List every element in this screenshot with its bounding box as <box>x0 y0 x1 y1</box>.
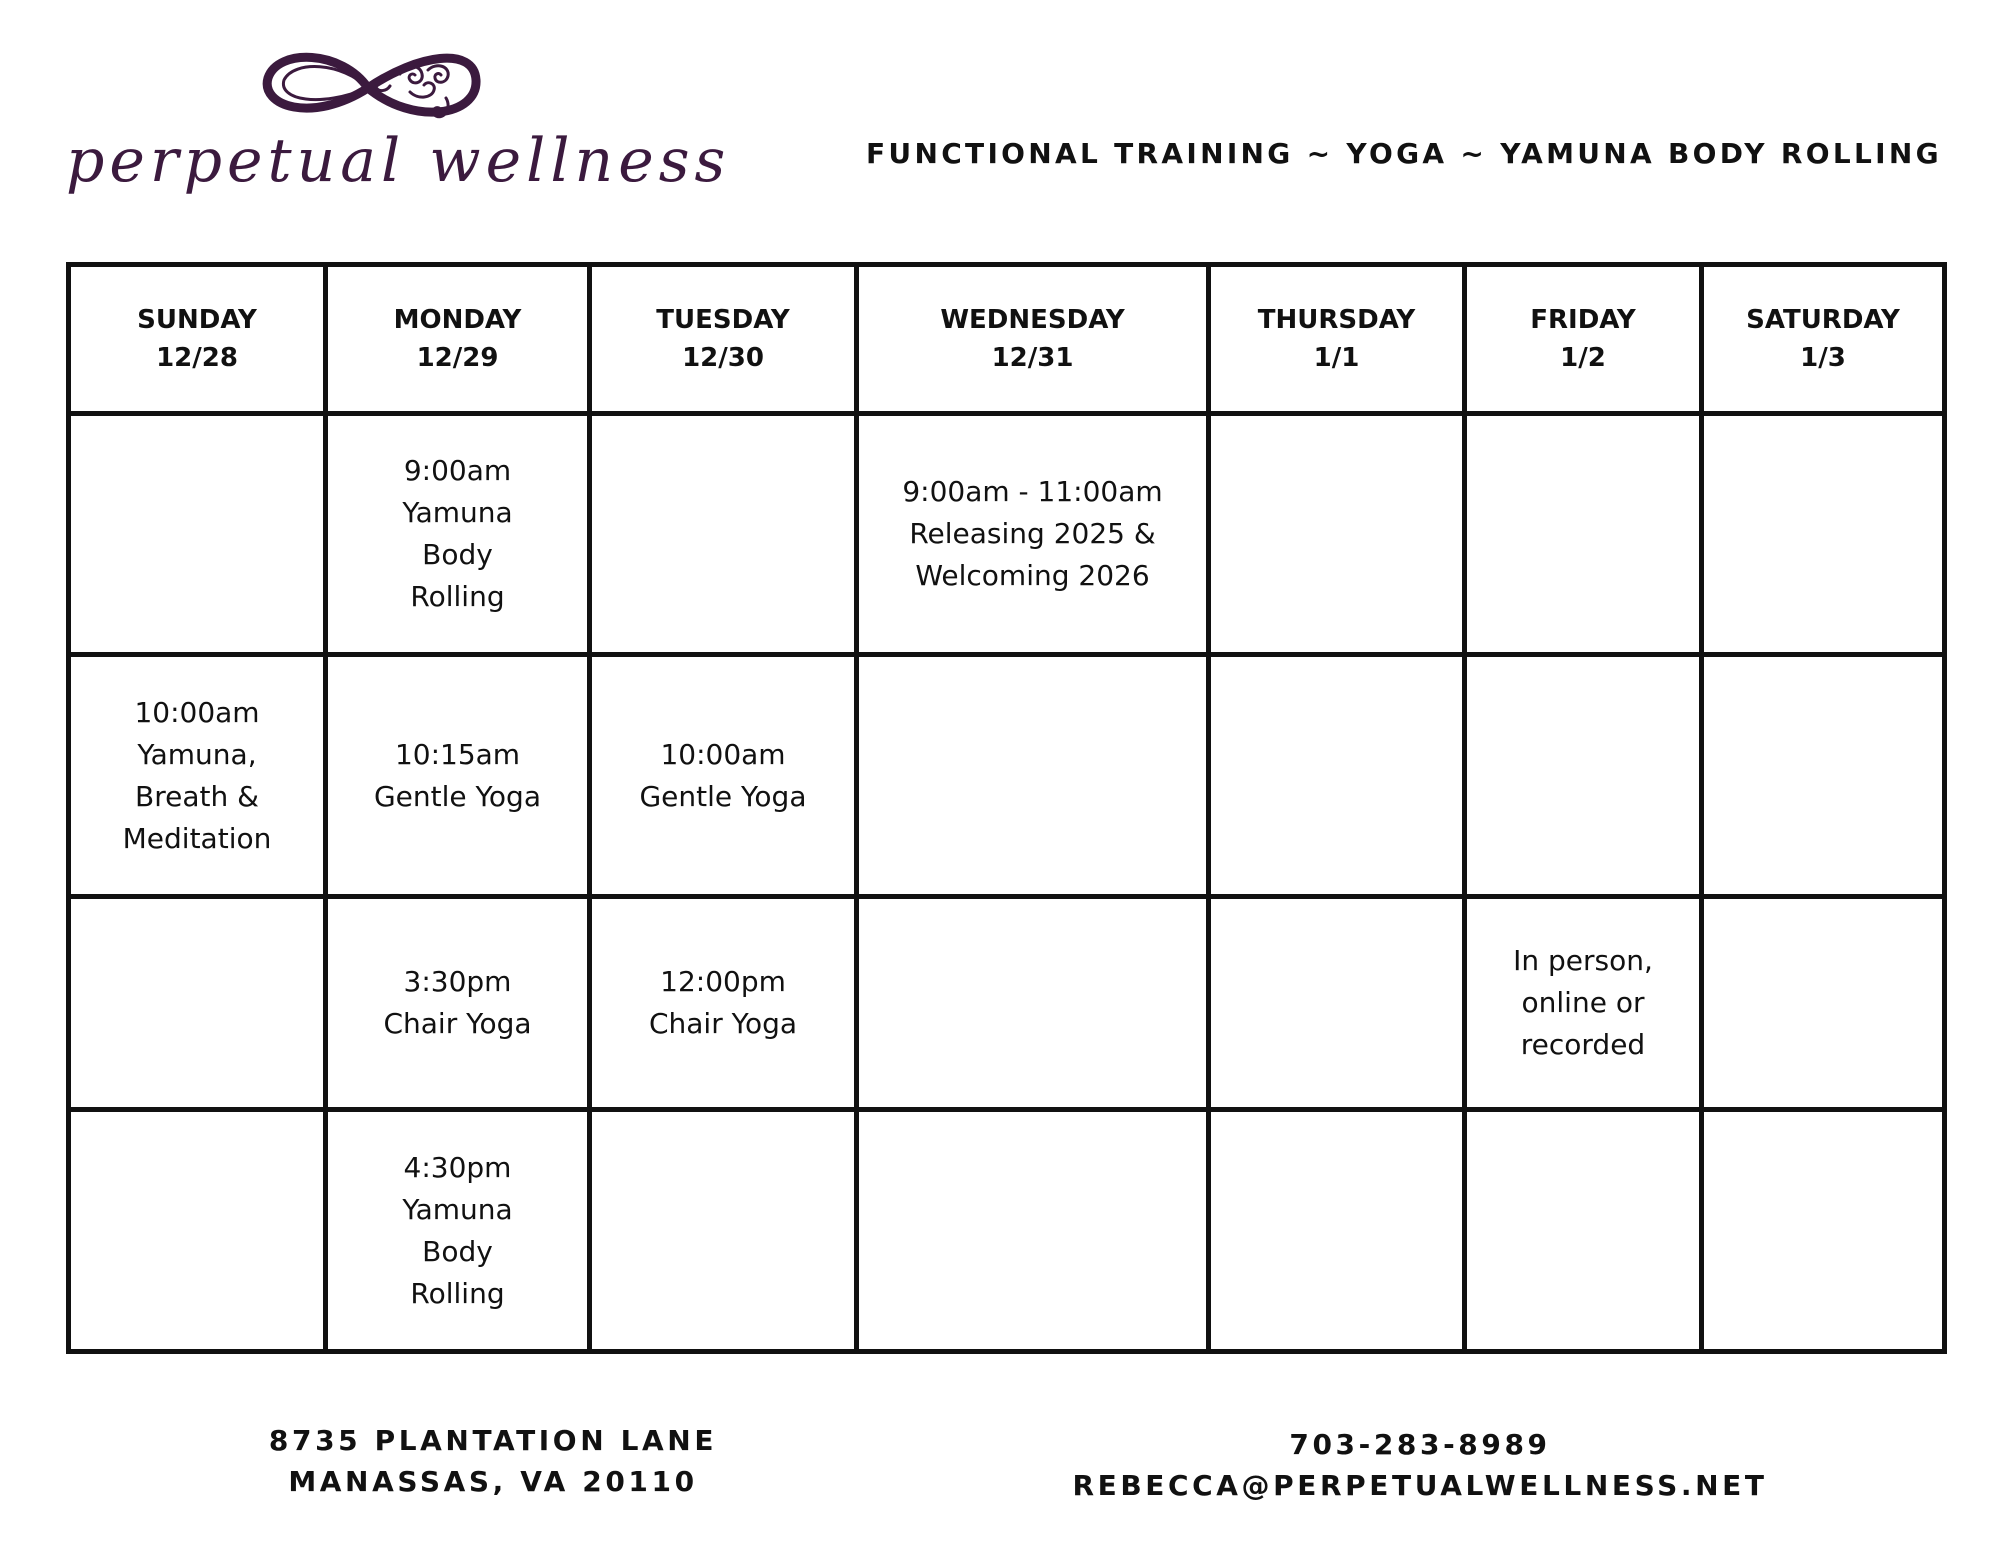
day-date: 1/1 <box>1313 343 1360 373</box>
schedule-cell <box>1209 655 1465 897</box>
schedule-row <box>69 897 1945 1110</box>
schedule-cell <box>326 1110 590 1352</box>
schedule-cell <box>326 897 590 1110</box>
schedule-row <box>69 414 1945 655</box>
day-name: SATURDAY <box>1746 305 1900 335</box>
schedule-cell <box>1702 897 1945 1110</box>
schedule-header-row <box>69 265 1945 414</box>
day-date: 1/3 <box>1800 343 1846 373</box>
phone-number: 703-283-8989 <box>1289 1428 1551 1461</box>
schedule-row <box>69 655 1945 897</box>
schedule-cell <box>1209 1110 1465 1352</box>
day-date: 12/29 <box>416 343 499 373</box>
schedule-cell <box>1465 655 1702 897</box>
day-date: 12/30 <box>682 343 764 373</box>
cell-text: 10:00am Yamuna, Breath & Meditation <box>122 695 272 855</box>
cell-text: 10:00am Gentle Yoga <box>639 737 807 813</box>
day-date: 12/31 <box>991 343 1074 373</box>
day-name: SUNDAY <box>137 305 257 335</box>
schedule-cell <box>69 897 326 1110</box>
footer-address <box>193 1420 793 1502</box>
cell-text: In person, online or recorded <box>1513 944 1653 1061</box>
address-line-1: 8735 PLANTATION LANE <box>268 1424 718 1457</box>
day-header-wednesday <box>857 265 1209 414</box>
schedule-cell <box>590 1110 857 1352</box>
cell-text: 10:15am Gentle Yoga <box>373 737 541 813</box>
cell-text: 9:00am Yamuna Body Rolling <box>402 454 513 613</box>
day-name: TUESDAY <box>656 305 790 335</box>
schedule-cell <box>1702 655 1945 897</box>
cell-text: 9:00am - 11:00am Releasing 2025 & Welcoming 2026 <box>902 475 1163 592</box>
infinity-swirl-icon <box>250 40 490 136</box>
schedule-cell <box>857 655 1209 897</box>
tagline: FUNCTIONAL TRAINING ~ YOGA ~ YAMUNA BODY ROLLING <box>866 137 1942 170</box>
day-date: 1/2 <box>1560 343 1606 373</box>
cell-text: 4:30pm Yamuna Body Rolling <box>402 1150 513 1310</box>
schedule-cell <box>857 414 1209 655</box>
address-line-2: MANASSAS, VA 20110 <box>288 1465 698 1498</box>
day-name: FRIDAY <box>1530 305 1636 335</box>
day-header-monday <box>326 265 590 414</box>
schedule-cell <box>326 414 590 655</box>
day-header-saturday <box>1702 265 1945 414</box>
schedule-cell <box>1465 897 1702 1110</box>
schedule-cell <box>1702 1110 1945 1352</box>
cell-text: 3:30pm Chair Yoga <box>383 965 532 1040</box>
day-header-thursday <box>1209 265 1465 414</box>
day-name: THURSDAY <box>1257 305 1416 335</box>
cell-text: 12:00pm Chair Yoga <box>648 965 798 1040</box>
schedule-cell <box>1209 897 1465 1110</box>
day-header-sunday <box>69 265 326 414</box>
day-header-tuesday <box>590 265 857 414</box>
schedule-cell <box>69 1110 326 1352</box>
schedule-cell <box>857 897 1209 1110</box>
footer-contact <box>1040 1424 1800 1506</box>
day-header-friday <box>1465 265 1702 414</box>
schedule-cell <box>590 414 857 655</box>
brand-wordmark: perpetual wellness <box>66 126 731 196</box>
schedule-cell <box>69 655 326 897</box>
schedule-cell <box>590 655 857 897</box>
day-name: MONDAY <box>393 305 522 335</box>
schedule-cell <box>1465 1110 1702 1352</box>
schedule-table <box>66 262 1947 1354</box>
schedule-cell <box>590 897 857 1110</box>
schedule-cell <box>1209 414 1465 655</box>
schedule-cell <box>1702 414 1945 655</box>
schedule-cell <box>857 1110 1209 1352</box>
schedule-row <box>69 1110 1945 1352</box>
day-date: 12/28 <box>156 343 238 373</box>
email-address: REBECCA@PERPETUALWELLNESS.NET <box>1072 1469 1768 1502</box>
schedule-cell <box>69 414 326 655</box>
schedule-cell <box>326 655 590 897</box>
schedule-cell <box>1465 414 1702 655</box>
day-name: WEDNESDAY <box>940 305 1125 335</box>
brand-logo <box>60 40 731 210</box>
